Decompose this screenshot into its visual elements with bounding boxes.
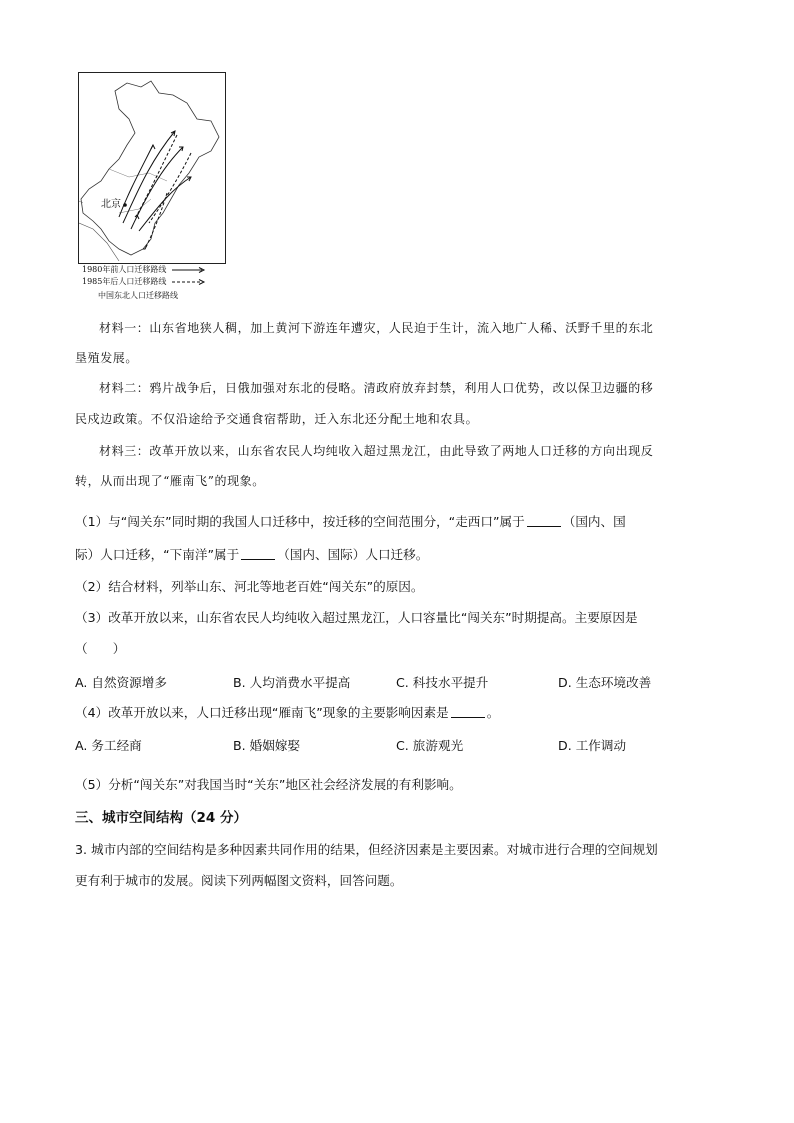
legend-before-1980: [82, 264, 206, 275]
migration-map: [78, 72, 226, 264]
map-caption: 中国东北人口迁移路线: [98, 291, 178, 300]
dashed-arrow-icon: [172, 279, 206, 285]
question-4-option-d[interactable]: D. 工作调动: [558, 738, 627, 753]
question-3-option-b[interactable]: B. 人均消费水平提高: [233, 675, 351, 690]
question-4-text-b: 。: [486, 705, 500, 720]
question-4-text-a: （4）改革开放以来，人口迁移出现“雁南飞”现象的主要影响因素是: [75, 705, 449, 720]
question-1-text-b: （国内、国: [562, 514, 626, 529]
question-4-option-b[interactable]: B. 婚姻嫁娶: [233, 738, 301, 753]
section-3-title: 三、城市空间结构（24 分）: [75, 810, 247, 826]
answer-blank-1[interactable]: [527, 512, 561, 527]
northeast-china-map-drawing: [79, 73, 225, 263]
material-3-line-2: 转，从而出现了“雁南飞”的现象。: [75, 474, 265, 488]
question-4-option-a[interactable]: A. 务工经商: [75, 738, 142, 753]
answer-blank-2[interactable]: [241, 545, 275, 560]
question-3-option-a[interactable]: A. 自然资源增多: [75, 675, 167, 690]
question-3-option-d[interactable]: D. 生态环境改善: [558, 675, 652, 690]
question-5: （5）分析“闯关东”对我国当时“关东”地区社会经济发展的有利影响。: [75, 777, 462, 792]
legend-after-1985: [82, 276, 206, 287]
material-1-line-2: 垦殖发展。: [75, 351, 139, 365]
question-1-line-1: [75, 506, 723, 537]
question-2: （2）结合材料，列举山东、河北等地老百姓“闯关东”的原因。: [75, 579, 424, 594]
legend-before-text: 1980年前人口迁移路线: [82, 265, 167, 274]
question-4-line: [75, 697, 723, 728]
section-3-question-line-1: 3. 城市内部的空间结构是多种因素共同作用的结果，但经济因素是主要因素。对城市进行合理的空间规划: [75, 842, 658, 857]
material-2-line-2: 民戍边政策。不仅沿途给予交通食宿帮助，迁入东北还分配土地和农具。: [75, 412, 479, 426]
material-3-line-1: 材料三：改革开放以来，山东省农民人均纯收入超过黑龙江，由此导致了两地人口迁移的方向出现反: [99, 444, 654, 458]
answer-blank-3[interactable]: [451, 703, 485, 718]
solid-arrow-icon: [172, 267, 206, 273]
material-1-line-1: 材料一：山东省地狭人稠，加上黄河下游连年遭灾，人民迫于生计，流入地广人稀、沃野千里的东北: [99, 321, 654, 335]
material-2-line-1: 材料二：鸦片战争后，日俄加强对东北的侵略。清政府放弃封禁，利用人口优势，改以保卫边疆的移: [99, 381, 654, 395]
question-3-bracket: （ ）: [75, 641, 126, 656]
question-1-text-d: （国内、国际）人口迁移。: [277, 547, 429, 562]
question-1-line-2: [75, 539, 723, 570]
question-3-option-c[interactable]: C. 科技水平提升: [396, 675, 489, 690]
map-city-label: 北京: [101, 199, 121, 210]
question-4-option-c[interactable]: C. 旅游观光: [396, 738, 464, 753]
question-1-text-c: 际）人口迁移，“下南洋”属于: [75, 547, 240, 562]
legend-after-text: 1985年后人口迁移路线: [82, 277, 167, 286]
section-3-question-line-2: 更有利于城市的发展。阅读下列两幅图文资料，回答问题。: [75, 873, 403, 888]
question-1-text-a: （1）与“闯关东”同时期的我国人口迁移中，按迁移的空间范围分，“走西口”属于: [75, 514, 525, 529]
question-3-line-1: （3）改革开放以来，山东省农民人均纯收入超过黑龙江，人口容量比“闯关东”时期提高。主要原因是: [75, 610, 638, 625]
